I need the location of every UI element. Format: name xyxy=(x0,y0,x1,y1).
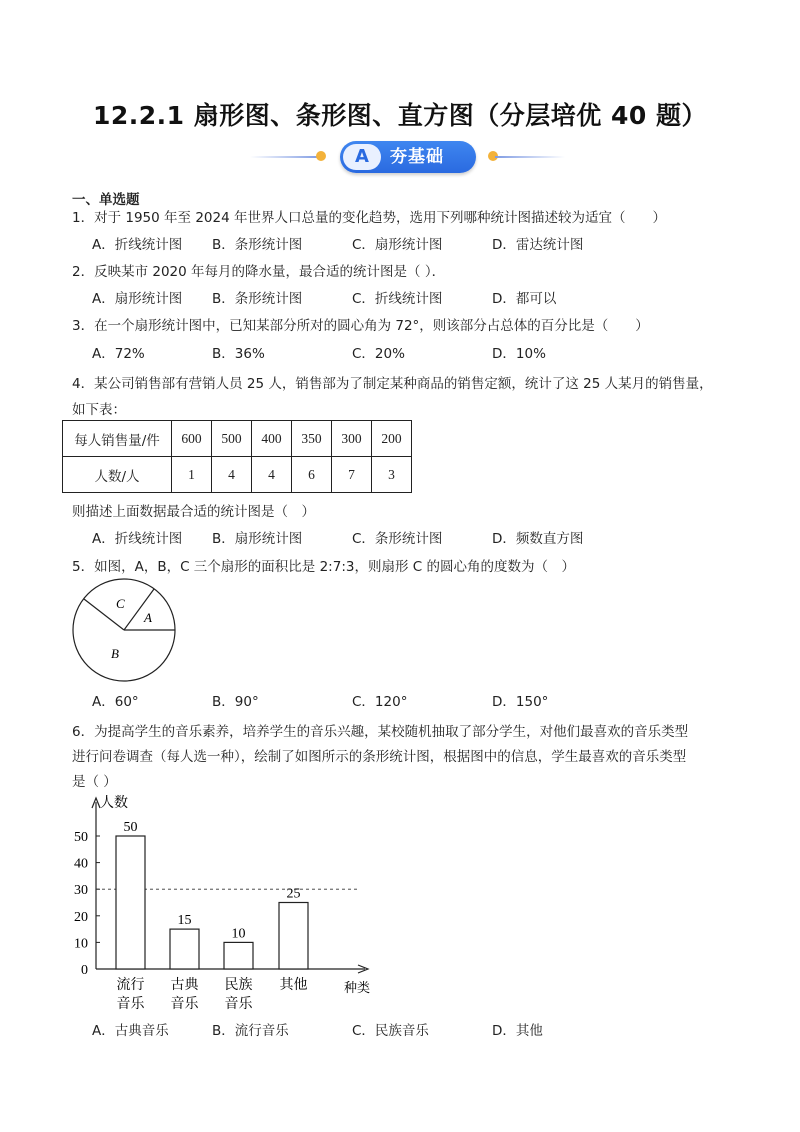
option-c[interactable]: C．折线统计图 xyxy=(352,291,443,307)
option-b[interactable]: B．36% xyxy=(212,346,265,362)
y-axis-label: 人数 xyxy=(100,795,128,811)
option-d[interactable]: D．10% xyxy=(492,346,546,362)
pie-label-c: C xyxy=(116,596,125,611)
question-6-options xyxy=(92,1019,712,1039)
level-badge xyxy=(340,141,476,173)
page-title: 12.2.1 扇形图、条形图、直方图（分层培优 40 题） xyxy=(93,101,707,130)
bar xyxy=(279,903,308,970)
pie-label-a: A xyxy=(144,610,152,625)
level-label: 夯基础 xyxy=(390,147,444,167)
category-label: 其他 xyxy=(279,977,308,993)
option-a[interactable]: A．扇形统计图 xyxy=(92,291,183,307)
option-d[interactable]: D．150° xyxy=(492,694,549,710)
option-d[interactable]: D．都可以 xyxy=(492,291,557,307)
bar-value-label: 50 xyxy=(123,820,138,835)
option-c[interactable]: C．20% xyxy=(352,346,405,362)
question-5-stem: 5．如图，A，B，C 三个扇形的面积比是 2:7:3，则扇形 C 的圆心角的度数为（ ） xyxy=(72,559,575,575)
bar-chart xyxy=(60,790,390,1015)
decor-line xyxy=(495,156,565,158)
table-cell: 300 xyxy=(332,421,372,457)
decor-dot xyxy=(316,151,326,161)
bar xyxy=(116,836,145,969)
option-a[interactable]: A．折线统计图 xyxy=(92,531,183,547)
level-badge-row xyxy=(0,140,800,174)
table-cell: 4 xyxy=(212,457,252,493)
question-3-options xyxy=(92,342,712,362)
y-tick-label: 20 xyxy=(74,909,88,925)
table-row xyxy=(63,421,412,457)
option-c[interactable]: C．条形统计图 xyxy=(352,531,443,547)
table-header-cell: 每人销售量/件 xyxy=(63,421,172,457)
question-1-options xyxy=(92,233,712,253)
table-header-cell: 人数/人 xyxy=(63,457,172,493)
option-d[interactable]: D．其他 xyxy=(492,1023,543,1039)
option-a[interactable]: A．72% xyxy=(92,346,145,362)
option-b[interactable]: B．条形统计图 xyxy=(212,237,303,253)
option-b[interactable]: B．条形统计图 xyxy=(212,291,303,307)
category-label: 民族 xyxy=(224,977,253,993)
bar xyxy=(170,929,199,969)
question-5-options xyxy=(92,690,712,710)
question-6-stem-cont: 进行问卷调查（每人选一种），绘制了如图所示的条形统计图，根据图中的信息，学生最喜欢的音乐类型 xyxy=(72,749,687,765)
bar-value-label: 10 xyxy=(231,926,246,942)
y-tick-label: 30 xyxy=(74,883,88,899)
y-tick-label: 0 xyxy=(81,963,88,978)
option-c[interactable]: C．民族音乐 xyxy=(352,1023,429,1039)
question-4-followup: 则描述上面数据最合适的统计图是（ ） xyxy=(72,504,315,520)
y-tick-label: 50 xyxy=(74,830,88,845)
option-d[interactable]: D．雷达统计图 xyxy=(492,237,584,253)
level-letter: A xyxy=(343,144,381,170)
table-cell: 1 xyxy=(172,457,212,493)
option-a[interactable]: A．60° xyxy=(92,694,139,710)
question-3-stem: 3．在一个扇形统计图中，已知某部分所对的圆心角为 72°，则该部分占总体的百分比是（ ） xyxy=(72,318,649,334)
option-a[interactable]: A．古典音乐 xyxy=(92,1023,169,1039)
option-b[interactable]: B．90° xyxy=(212,694,259,710)
table-cell: 4 xyxy=(252,457,292,493)
table-cell: 500 xyxy=(212,421,252,457)
pie-label-b: B xyxy=(111,646,119,661)
option-d[interactable]: D．频数直方图 xyxy=(492,531,584,547)
category-label: 音乐 xyxy=(224,996,253,1012)
question-4-stem-cont: 如下表： xyxy=(72,402,126,418)
question-4-options xyxy=(92,527,712,547)
decor-line xyxy=(250,156,320,158)
category-label: 音乐 xyxy=(116,996,145,1012)
table-cell: 7 xyxy=(332,457,372,493)
y-tick-label: 10 xyxy=(74,936,88,952)
y-tick-label: 40 xyxy=(74,856,88,872)
sales-table xyxy=(62,420,412,493)
bar xyxy=(224,942,253,969)
pie-figure xyxy=(68,578,180,682)
category-label: 音乐 xyxy=(170,996,199,1012)
x-axis-label: 种类 xyxy=(344,981,371,996)
question-2-options xyxy=(92,287,712,307)
category-label: 流行 xyxy=(116,977,145,993)
table-cell: 200 xyxy=(372,421,412,457)
category-label: 古典 xyxy=(170,977,199,993)
question-2-stem: 2．反映某市 2020 年每月的降水量，最合适的统计图是（ ）． xyxy=(72,264,446,280)
option-a[interactable]: A．折线统计图 xyxy=(92,237,183,253)
section-heading: 一、单选题 xyxy=(72,192,140,208)
option-c[interactable]: C．扇形统计图 xyxy=(352,237,443,253)
table-cell: 350 xyxy=(292,421,332,457)
bar-value-label: 25 xyxy=(286,886,301,902)
option-c[interactable]: C．120° xyxy=(352,694,408,710)
question-1-stem: 1．对于 1950 年至 2024 年世界人口总量的变化趋势，选用下列哪种统计图描述较为适宜（ ） xyxy=(72,210,666,226)
table-cell: 6 xyxy=(292,457,332,493)
question-4-stem: 4．某公司销售部有营销人员 25 人，销售部为了制定某种商品的销售定额，统计了这 25 人某月的销售量， xyxy=(72,376,713,392)
chart-bars xyxy=(116,836,308,969)
table-row xyxy=(63,457,412,493)
option-b[interactable]: B．流行音乐 xyxy=(212,1023,289,1039)
table-cell: 3 xyxy=(372,457,412,493)
option-b[interactable]: B．扇形统计图 xyxy=(212,531,303,547)
table-cell: 400 xyxy=(252,421,292,457)
question-6-stem: 6．为提高学生的音乐素养，培养学生的音乐兴趣，某校随机抽取了部分学生，对他们最喜欢的音乐类型 xyxy=(72,724,689,740)
table-cell: 600 xyxy=(172,421,212,457)
question-6-stem-end: 是（ ） xyxy=(72,774,117,790)
bar-value-label: 15 xyxy=(177,913,192,929)
